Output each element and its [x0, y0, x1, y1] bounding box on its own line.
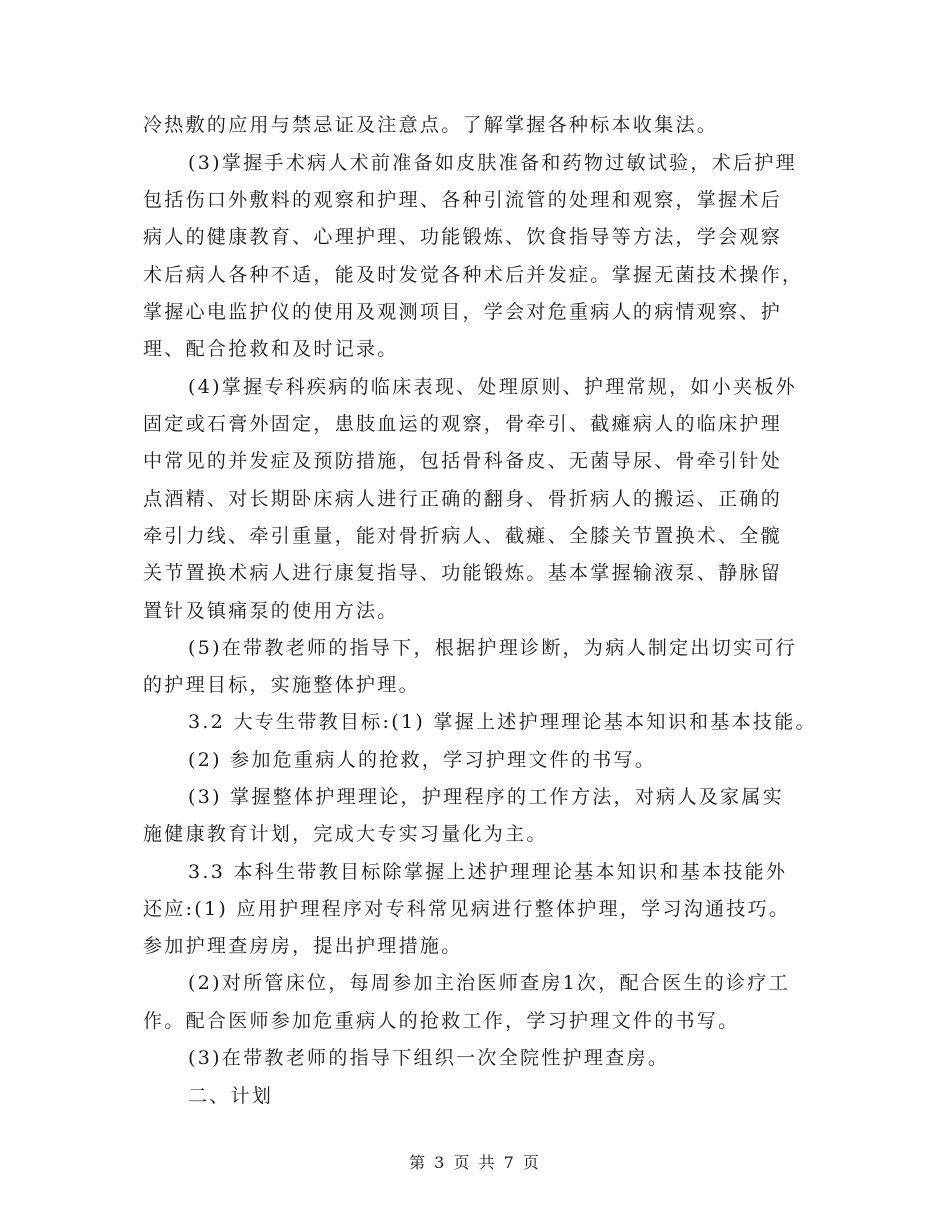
text-line: 3.3 本科生带教目标除掌握上述护理理论基本知识和基本技能外 [188, 861, 788, 883]
text-line: 理、配合抢救和及时记录。 [143, 338, 399, 360]
text-line: (3) 掌握整体护理理论，护理程序的工作方法，对病人及家属实 [188, 786, 784, 808]
text-line: 施健康教育计划，完成大专实习量化为主。 [143, 823, 548, 845]
text-line: 冷热敷的应用与禁忌证及注意点。了解掌握各种标本收集法。 [143, 114, 719, 136]
text-line: (4)掌握专科疾病的临床表现、处理原则、护理常规，如小夹板外 [188, 376, 797, 398]
text-line: 病人的健康教育、心理护理、功能锻炼、饮食指导等方法，学会观察 [143, 226, 783, 248]
text-line: 固定或石膏外固定，患肢血运的观察，骨牵引、截瘫病人的临床护理 [143, 413, 783, 435]
page-number-footer: 第 3 页 共 7 页 [409, 1153, 541, 1172]
text-line: (2) 参加危重病人的抢救，学习护理文件的书写。 [188, 749, 657, 771]
text-line: 还应:(1) 应用护理程序对专科常见病进行整体护理，学习沟通技巧。 [143, 898, 791, 920]
text-line: 包括伤口外敷料的观察和护理、各种引流管的处理和观察，掌握术后 [143, 189, 783, 211]
section-heading: 二、计划 [188, 1085, 274, 1107]
text-line: (3)掌握手术病人术前准备如皮肤准备和药物过敏试验，术后护理 [188, 152, 797, 174]
text-line: 关节置换术病人进行康复指导、功能锻炼。基本掌握输液泵、静脉留 [143, 562, 783, 584]
text-line: 3.2 大专生带教目标:(1) 掌握上述护理理论基本知识和基本技能。 [188, 711, 817, 733]
text-line: 置针及镇痛泵的使用方法。 [143, 600, 399, 622]
text-line: 的护理目标，实施整体护理。 [143, 674, 420, 696]
text-line: (2)对所管床位，每周参加主治医师查房1次，配合医生的诊疗工 [188, 972, 791, 994]
text-line: 点酒精、对长期卧床病人进行正确的翻身、骨折病人的搬运、正确的 [143, 488, 783, 510]
text-line: (3)在带教老师的指导下组织一次全院性护理查房。 [188, 1047, 670, 1069]
text-line: (5)在带教老师的指导下，根据护理诊断，为病人制定出切实可行 [188, 637, 797, 659]
text-line: 中常见的并发症及预防措施，包括骨科备皮、无菌导尿、骨牵引针处 [143, 450, 783, 472]
text-line: 作。配合医师参加危重病人的抢救工作，学习护理文件的书写。 [143, 1010, 740, 1032]
text-line: 掌握心电监护仪的使用及观测项目，学会对危重病人的病情观察、护 [143, 301, 783, 323]
text-line: 牵引力线、牵引重量，能对骨折病人、截瘫、全膝关节置换术、全髋 [143, 525, 783, 547]
text-line: 参加护理查房房，提出护理措施。 [143, 935, 463, 957]
text-line: 术后病人各种不适，能及时发觉各种术后并发症。掌握无菌技术操作， [143, 264, 804, 286]
